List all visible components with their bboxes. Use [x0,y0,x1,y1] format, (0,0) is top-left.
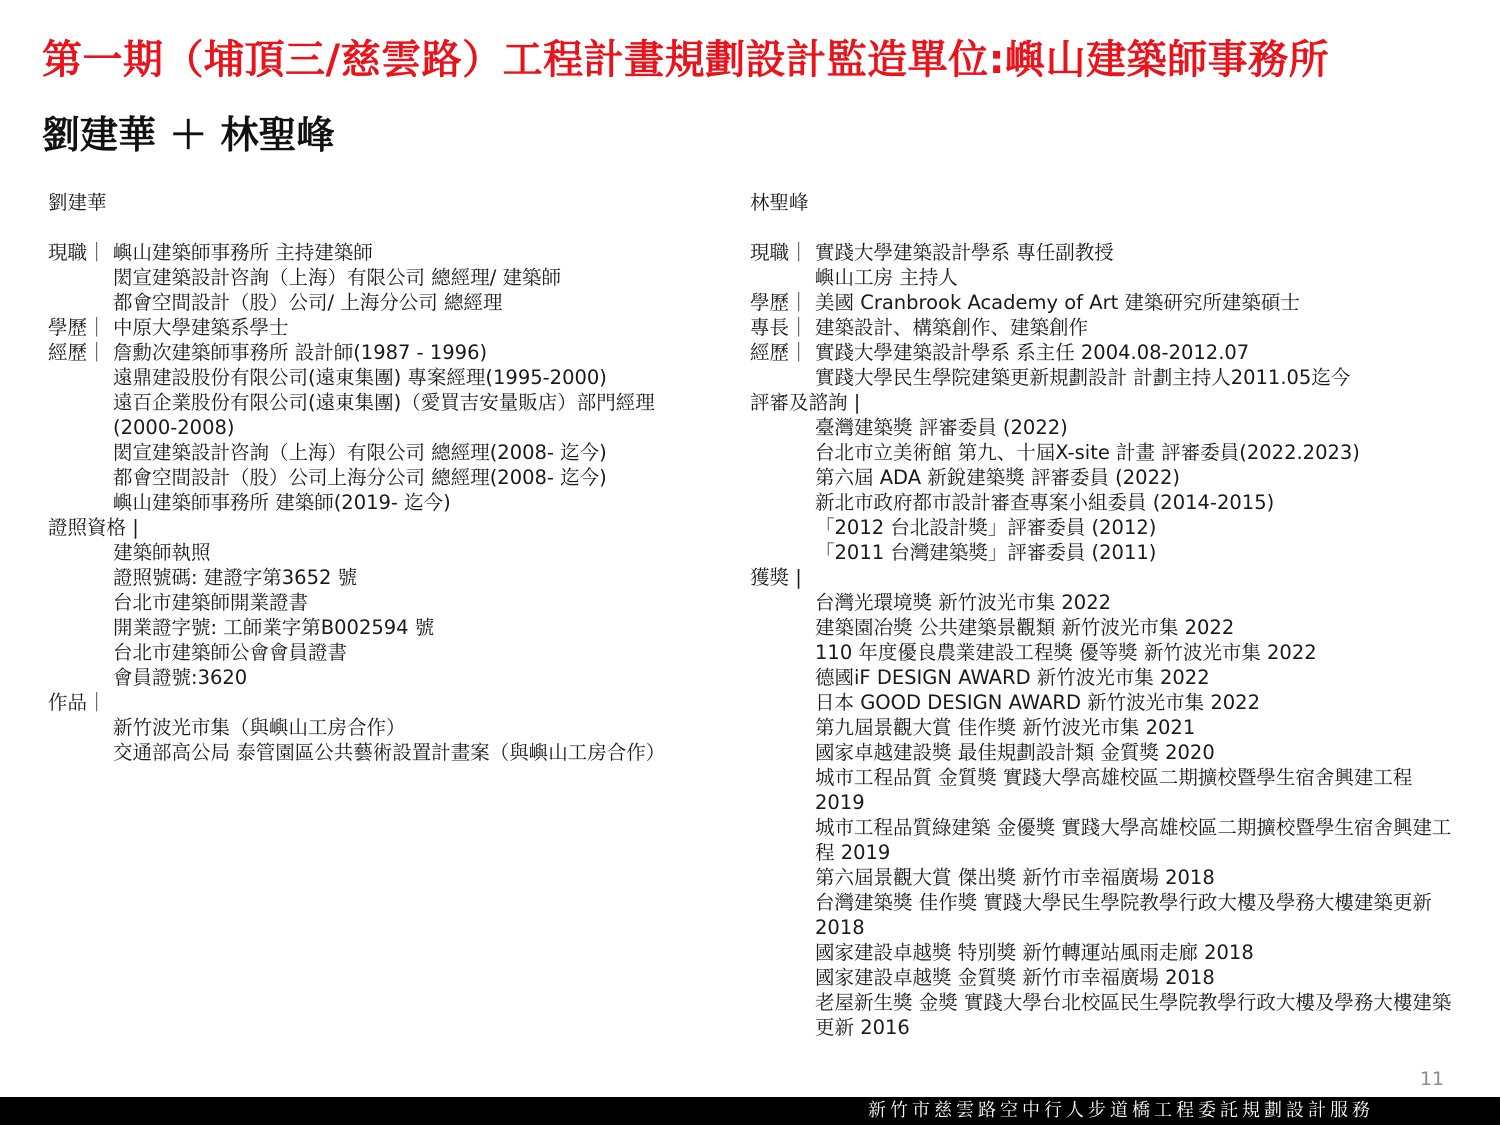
list-item: 會員證號:3620 [113,666,248,689]
left-section-experience [48,340,688,515]
list-item: 建築師執照 [113,541,211,564]
list-item: 國家建設卓越獎 金質獎 新竹市幸福廣場 2018 [815,966,1215,989]
right-section-specialty [750,315,1460,340]
section-label: 經歷｜ [750,341,809,364]
list-item: 交通部高公局 泰管園區公共藝術設置計畫案（與嶼山工房合作） [113,741,666,764]
list-item: 實踐大學民生學院建築更新規劃設計 計劃主持人2011.05迄今 [815,366,1351,389]
list-item: 都會空間設計（股）公司上海分公司 總經理(2008- 迄今) [113,466,607,489]
list-item: 嶼山建築師事務所 主持建築師 [113,241,373,264]
page-subtitle: 劉建華 ＋ 林聖峰 [42,113,335,157]
list-item: 國家建設卓越獎 特別獎 新竹轉運站風雨走廊 2018 [815,941,1254,964]
left-column-heading: 劉建華 [48,191,107,214]
list-item: 證照號碼: 建證字第3652 號 [113,566,358,589]
list-item: 臺灣建築獎 評審委員 (2022) [815,416,1068,439]
list-item: 日本 GOOD DESIGN AWARD 新竹波光市集 2022 [815,691,1260,714]
section-label: 現職｜ [48,241,107,264]
list-item: 新竹波光市集（與嶼山工房合作） [113,716,406,739]
list-item: 詹勳次建築師事務所 設計師(1987 - 1996) [113,341,488,364]
left-section-works [48,690,688,765]
page-number: 11 [1419,1068,1444,1090]
list-item: 實踐大學建築設計學系 專任副教授 [815,241,1114,264]
section-label: 現職｜ [750,241,809,264]
section-label: 學歷｜ [48,316,107,339]
list-item: 都會空間設計（股）公司/ 上海分公司 總經理 [113,291,503,314]
list-item: 中原大學建築系學士 [113,316,289,339]
right-column-heading: 林聖峰 [750,191,809,214]
list-item: 城市工程品質綠建築 金優獎 實踐大學高雄校區二期擴校暨學生宿舍興建工程 2019 [815,816,1452,864]
left-column [48,190,688,765]
list-item: 國家卓越建設獎 最佳規劃設計類 金質獎 2020 [815,741,1215,764]
list-item: 嶼山建築師事務所 建築師(2019- 迄今) [113,491,451,514]
list-item: 台北市建築師公會會員證書 [113,641,348,664]
list-item: 110 年度優良農業建設工程獎 優等獎 新竹波光市集 2022 [815,641,1317,664]
list-item: 新北市政府都市設計審查專案小組委員 (2014-2015) [815,491,1275,514]
list-item: 開業證字號: 工師業字第B002594 號 [113,616,435,639]
section-label: 專長｜ [750,316,809,339]
list-item: 建築園冶獎 公共建築景觀類 新竹波光市集 2022 [815,616,1235,639]
right-column [750,190,1460,1040]
page-title: 第一期（埔頂三/慈雲路）工程計畫規劃設計監造單位:嶼山建築師事務所 [42,37,1330,83]
left-section-licenses [48,515,688,690]
section-label: 獲獎 | [750,566,802,589]
list-item: 台灣光環境獎 新竹波光市集 2022 [815,591,1112,614]
list-item: 第六屆景觀大賞 傑出獎 新竹市幸福廣場 2018 [815,866,1215,889]
footer-text: 新竹市慈雲路空中行人步道橋工程委託規劃設計服務 [868,1100,1374,1121]
list-item: 台北市立美術館 第九、十屆X-site 計畫 評審委員(2022.2023) [815,441,1360,464]
section-label: 經歷｜ [48,341,107,364]
list-item: 「2012 台北設計獎」評審委員 (2012) [815,516,1157,539]
list-item: 城市工程品質 金質獎 實踐大學高雄校區二期擴校暨學生宿舍興建工程 2019 [815,766,1413,814]
right-section-current-position [750,240,1460,290]
section-label: 證照資格 | [48,516,139,539]
list-item: 「2011 台灣建築獎」評審委員 (2011) [815,541,1157,564]
right-section-education [750,290,1460,315]
list-item: 台北市建築師開業證書 [113,591,309,614]
list-item: 閎宣建築設計咨詢（上海）有限公司 總經理(2008- 迄今) [113,441,607,464]
list-item: 遠鼎建設股份有限公司(遠東集團) 專案經理(1995-2000) [113,366,607,389]
list-item: 美國 Cranbrook Academy of Art 建築研究所建築碩士 [815,291,1300,314]
footer-bar [0,1097,1500,1125]
left-section-current-position [48,240,688,315]
section-label: 評審及諮詢 | [750,391,861,414]
list-item: 建築設計、構築創作、建築創作 [815,316,1089,339]
list-item: 實踐大學建築設計學系 系主任 2004.08-2012.07 [815,341,1250,364]
section-label: 學歷｜ [750,291,809,314]
list-item: 第六屆 ADA 新銳建築獎 評審委員 (2022) [815,466,1180,489]
list-item: 遠百企業股份有限公司(遠東集團)（愛買吉安量販店）部門經理(2000-2008) [113,391,655,439]
list-item: 第九屆景觀大賞 佳作獎 新竹波光市集 2021 [815,716,1196,739]
right-section-experience [750,340,1460,390]
list-item: 德國iF DESIGN AWARD 新竹波光市集 2022 [815,666,1210,689]
list-item: 台灣建築獎 佳作獎 實踐大學民生學院教學行政大樓及學務大樓建築更新 2018 [815,891,1432,939]
right-section-awards [750,565,1460,1040]
section-label: 作品｜ [48,691,107,714]
left-section-education [48,315,688,340]
right-section-jury [750,390,1460,565]
list-item: 閎宣建築設計咨詢（上海）有限公司 總經理/ 建築師 [113,266,561,289]
list-item: 嶼山工房 主持人 [815,266,958,289]
list-item: 老屋新生獎 金獎 實踐大學台北校區民生學院教學行政大樓及學務大樓建築更新 2016 [815,991,1452,1039]
